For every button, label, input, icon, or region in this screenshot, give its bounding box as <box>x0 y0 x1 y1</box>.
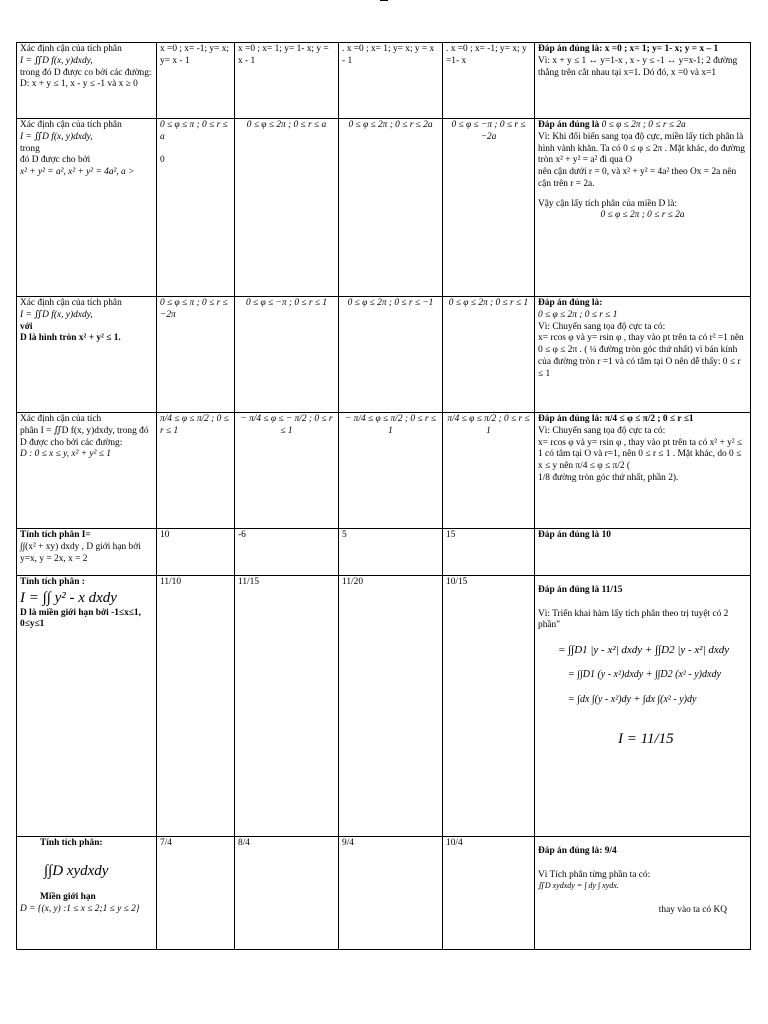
option-text: 0 ≤ φ ≤ 2π ; 0 ≤ r ≤ 1 <box>448 298 529 308</box>
question-text: với <box>20 321 33 332</box>
option-text: 0 ≤ φ ≤ −π ; 0 ≤ r ≤ −2a <box>451 120 526 142</box>
option-text: 8/4 <box>238 838 250 848</box>
option-cell[interactable] <box>443 413 535 529</box>
option-text: -6 <box>238 530 246 540</box>
answer-explanation: Vì: Chuyển sang tọa độ cực ta có: <box>538 321 666 332</box>
answer-cell <box>535 43 751 119</box>
answer-formula: ∬D xydxdy = ∫ dy ∫ xydx. <box>538 881 619 891</box>
answer-explanation: Vì: x + y ≤ 1 ↔ y=1-x , x - y ≤ -1 ↔ y=x-1; 2 đường thẳng trên cắt nhau tại x=1. Dó đó, x =0 và x=1 <box>538 55 738 78</box>
option-cell[interactable] <box>157 119 235 297</box>
option-cell[interactable] <box>443 837 535 950</box>
answer-title: Đáp án đúng là: 9/4 <box>538 846 617 856</box>
option-text: x =0 ; x= -1; y= x; y= x - 1 <box>160 44 229 66</box>
option-text: 0 ≤ φ ≤ −π ; 0 ≤ r ≤ 1 <box>245 298 328 308</box>
option-text: 15 <box>446 530 456 540</box>
option-cell[interactable] <box>235 837 339 950</box>
question-text: Miền giới hạn <box>40 892 96 902</box>
option-text: . x =0 ; x= 1; y= x; y = x - 1 <box>342 44 435 66</box>
question-text: 0 <box>160 155 165 166</box>
question-formula: ∫∫D xydxdy <box>44 862 109 879</box>
answer-title: Đáp án đúng là: x =0 ; x= 1; y= 1- x; y = x – 1 <box>538 44 719 54</box>
option-cell[interactable] <box>235 529 339 576</box>
option-text: 0 ≤ φ ≤ π ; 0 ≤ r ≤ −2π <box>160 298 228 320</box>
question-text: Xác định cận của tích <box>20 414 102 424</box>
answer-formula: = ∫∫D1 |y - x²| dxdy + ∫∫D2 |y - x²| dxdy <box>558 643 730 656</box>
option-text: 7/4 <box>160 838 172 848</box>
answer-explanation: nên cận dưới r = 0, và x² + y² = 4a² theo Ox = 2a nên cận trên r = 2a. <box>538 167 737 189</box>
header-mark <box>380 0 388 1</box>
answer-explanation: Vì: Triển khai hàm lấy tích phân theo trị tuyệt có 2 <box>538 608 729 619</box>
answer-explanation: 1/8 đường tròn góc thứ nhất, phần 2). <box>538 472 679 483</box>
option-cell[interactable] <box>235 297 339 413</box>
option-text: 5 <box>342 530 347 540</box>
option-text: − π/4 ≤ φ ≤ − π/2 ; 0 ≤ r ≤ 1 <box>240 414 333 436</box>
question-cell <box>17 119 157 297</box>
option-cell[interactable] <box>443 297 535 413</box>
answer-explanation: phần" <box>538 620 561 631</box>
option-cell[interactable] <box>339 413 443 529</box>
question-text: đó D được cho bởi <box>20 155 91 166</box>
option-cell[interactable] <box>235 576 339 837</box>
question-text: trong <box>20 143 40 154</box>
option-text: 10/15 <box>446 577 468 587</box>
table-row <box>17 119 751 297</box>
answer-formula: = ∫dx ∫(y - x²)dy + ∫dx ∫(x² - y)dy <box>568 693 697 705</box>
option-text: π/4 ≤ φ ≤ π/2 ; 0 ≤ r ≤ 1 <box>447 414 530 436</box>
question-formula: x² + y² = a², x² + y² = 4a², a > <box>20 167 135 177</box>
table-row <box>17 43 751 119</box>
option-cell[interactable] <box>157 43 235 119</box>
option-text: 10/4 <box>446 838 463 848</box>
question-text: Xác định cận của tích phân <box>20 44 122 54</box>
option-text: 0 ≤ φ ≤ 2π ; 0 ≤ r ≤ −1 <box>347 298 434 308</box>
option-cell[interactable] <box>339 576 443 837</box>
option-text: 10 <box>160 530 170 540</box>
question-text: phân I = ∬D f(x, y)dxdy, trong đó D được cho bởi các đường: <box>20 425 149 448</box>
answer-formula: 0 ≤ φ ≤ 2π ; 0 ≤ r ≤ 1 <box>538 309 618 320</box>
answer-cell <box>535 119 751 297</box>
answer-title: Đáp án đúng là: <box>538 298 603 308</box>
answer-explanation: x= rcos φ và y= rsin φ , thay vào pt trên ta có r² =1 nên 0 ≤ φ ≤ 2π . ( ¼ đường tròn góc thứ nhất) vì bán kính của đường tròn r =1 và có tâm tại O nên dễ thấy: 0 ≤ r ≤ 1 <box>538 333 744 379</box>
option-cell[interactable] <box>157 529 235 576</box>
answer-explanation: Vì: Chuyển sang tọa độ cực ta có: <box>538 425 666 436</box>
quiz-table <box>16 42 751 950</box>
question-text: D là miền giới hạn bởi -1≤x≤1, 0≤y≤1 <box>20 607 141 630</box>
question-formula: I = ∬D f(x, y)dxdy, <box>20 55 93 66</box>
question-text: Tính tích phân : <box>20 577 85 587</box>
answer-title: Đáp án đúng là: π/4 ≤ φ ≤ π/2 ; 0 ≤ r ≤1 <box>538 414 694 424</box>
option-cell[interactable] <box>443 119 535 297</box>
table-row <box>17 529 751 576</box>
answer-formula: = ∫∫D1 (y - x²)dxdy + ∫∫D2 (x² - y)dxdy <box>568 669 721 681</box>
question-text: Xác định cận của tích phân <box>20 120 122 130</box>
question-cell <box>17 837 157 950</box>
option-cell[interactable] <box>157 413 235 529</box>
option-cell[interactable] <box>443 43 535 119</box>
option-cell[interactable] <box>235 413 339 529</box>
question-formula: I = ∫∫ y² - x dxdy <box>20 589 117 606</box>
question-cell <box>17 413 157 529</box>
question-formula: I = ∬D f(x, y)dxdy, <box>20 309 93 320</box>
answer-explanation: x= rcos φ và y= rsin φ , thay vào pt trên ta có x² + y² ≤ 1 có tâm tại O và r=1, nên 0 ≤ r ≤ 1 . Mặt khác, do 0 ≤ x ≤ y nên π/4 ≤ φ ≤ π/2 ( <box>538 437 743 471</box>
option-cell[interactable] <box>339 529 443 576</box>
answer-explanation: thay vào ta có KQ <box>658 904 727 915</box>
option-cell[interactable] <box>339 297 443 413</box>
option-text: 11/10 <box>160 577 182 587</box>
question-text: Tính tích phân I= <box>20 530 91 540</box>
option-cell[interactable] <box>339 837 443 950</box>
question-formula: I = ∬D f(x, y)dxdy, <box>20 131 93 142</box>
answer-cell <box>535 837 751 950</box>
answer-cell <box>535 413 751 529</box>
question-cell <box>17 297 157 413</box>
option-text: 11/15 <box>238 577 260 587</box>
answer-cell <box>535 529 751 576</box>
answer-formula: 0 ≤ φ ≤ 2π ; 0 ≤ r ≤ 2a <box>601 120 686 130</box>
answer-title: Đáp án đúng là 11/15 <box>538 585 623 595</box>
option-text: 9/4 <box>342 838 354 848</box>
option-text: 0 ≤ φ ≤ 2π ; 0 ≤ r ≤ a <box>246 120 327 130</box>
question-formula: ∫∫(x² + xy) dxdy , D giới hạn bởi y=x, y = 2x, x = 2 <box>20 541 141 564</box>
option-text: π/4 ≤ φ ≤ π/2 ; 0 ≤ r ≤ 1 <box>160 414 229 436</box>
table-row <box>17 297 751 413</box>
option-text: . x =0 ; x= -1; y= x; y =1- x <box>446 44 527 66</box>
answer-title: Đáp án đúng là 10 <box>538 530 611 540</box>
question-formula: D : 0 ≤ x ≤ y, x² + y² ≤ 1 <box>20 449 111 460</box>
question-formula: D = {(x, y) :1 ≤ x ≤ 2;1 ≤ y ≤ 2} <box>20 903 140 914</box>
question-text: trong đó D được co bởi các đường: D: x + y ≤ 1, x - y ≤ -1 và x ≥ 0 <box>20 67 152 90</box>
question-cell <box>17 576 157 837</box>
answer-formula: I = 11/15 <box>618 730 674 747</box>
table-row <box>17 576 751 837</box>
table-row <box>17 413 751 529</box>
option-cell[interactable] <box>339 43 443 119</box>
question-cell <box>17 529 157 576</box>
question-text: Tính tích phân: <box>40 838 103 848</box>
answer-cell <box>535 297 751 413</box>
table-row <box>17 837 751 950</box>
question-text: D là hình tròn x² + y² ≤ 1. <box>20 333 121 344</box>
option-text: 0 ≤ φ ≤ π ; 0 ≤ r ≤ a <box>160 120 228 142</box>
option-cell[interactable] <box>443 529 535 576</box>
option-text: 11/20 <box>342 577 364 587</box>
option-cell[interactable] <box>235 43 339 119</box>
option-text: 0 ≤ φ ≤ 2π ; 0 ≤ r ≤ 2a <box>348 120 433 130</box>
answer-explanation: Vì Tích phân từng phần ta có: <box>538 869 651 880</box>
option-cell[interactable] <box>157 837 235 950</box>
answer-formula: 0 ≤ φ ≤ 2π ; 0 ≤ r ≤ 2a <box>600 210 685 221</box>
option-cell[interactable] <box>443 576 535 837</box>
option-cell[interactable] <box>339 119 443 297</box>
option-text: − π/4 ≤ φ ≤ π/2 ; 0 ≤ r ≤ 1 <box>345 414 436 436</box>
answer-explanation: Vì: Khi đổi biến sang tọa độ cực, miền lấy tích phân là hình vành khăn. Ta có 0 ≤ φ ≤ 2π . Mặt khác, do đường tròn x² + y² = a² đi qua O <box>538 131 745 166</box>
answer-cell <box>535 576 751 837</box>
option-text: x =0 ; x= 1; y= 1- x; y = x - 1 <box>238 44 329 66</box>
question-cell <box>17 43 157 119</box>
option-cell[interactable] <box>235 119 339 297</box>
answer-explanation: Vậy cận lấy tích phân của miền D là: <box>538 198 678 209</box>
question-text: Xác định cận của tích phân <box>20 298 122 308</box>
answer-title: Đáp án đúng là <box>538 120 600 130</box>
option-cell[interactable] <box>157 297 235 413</box>
option-cell[interactable] <box>157 576 235 837</box>
